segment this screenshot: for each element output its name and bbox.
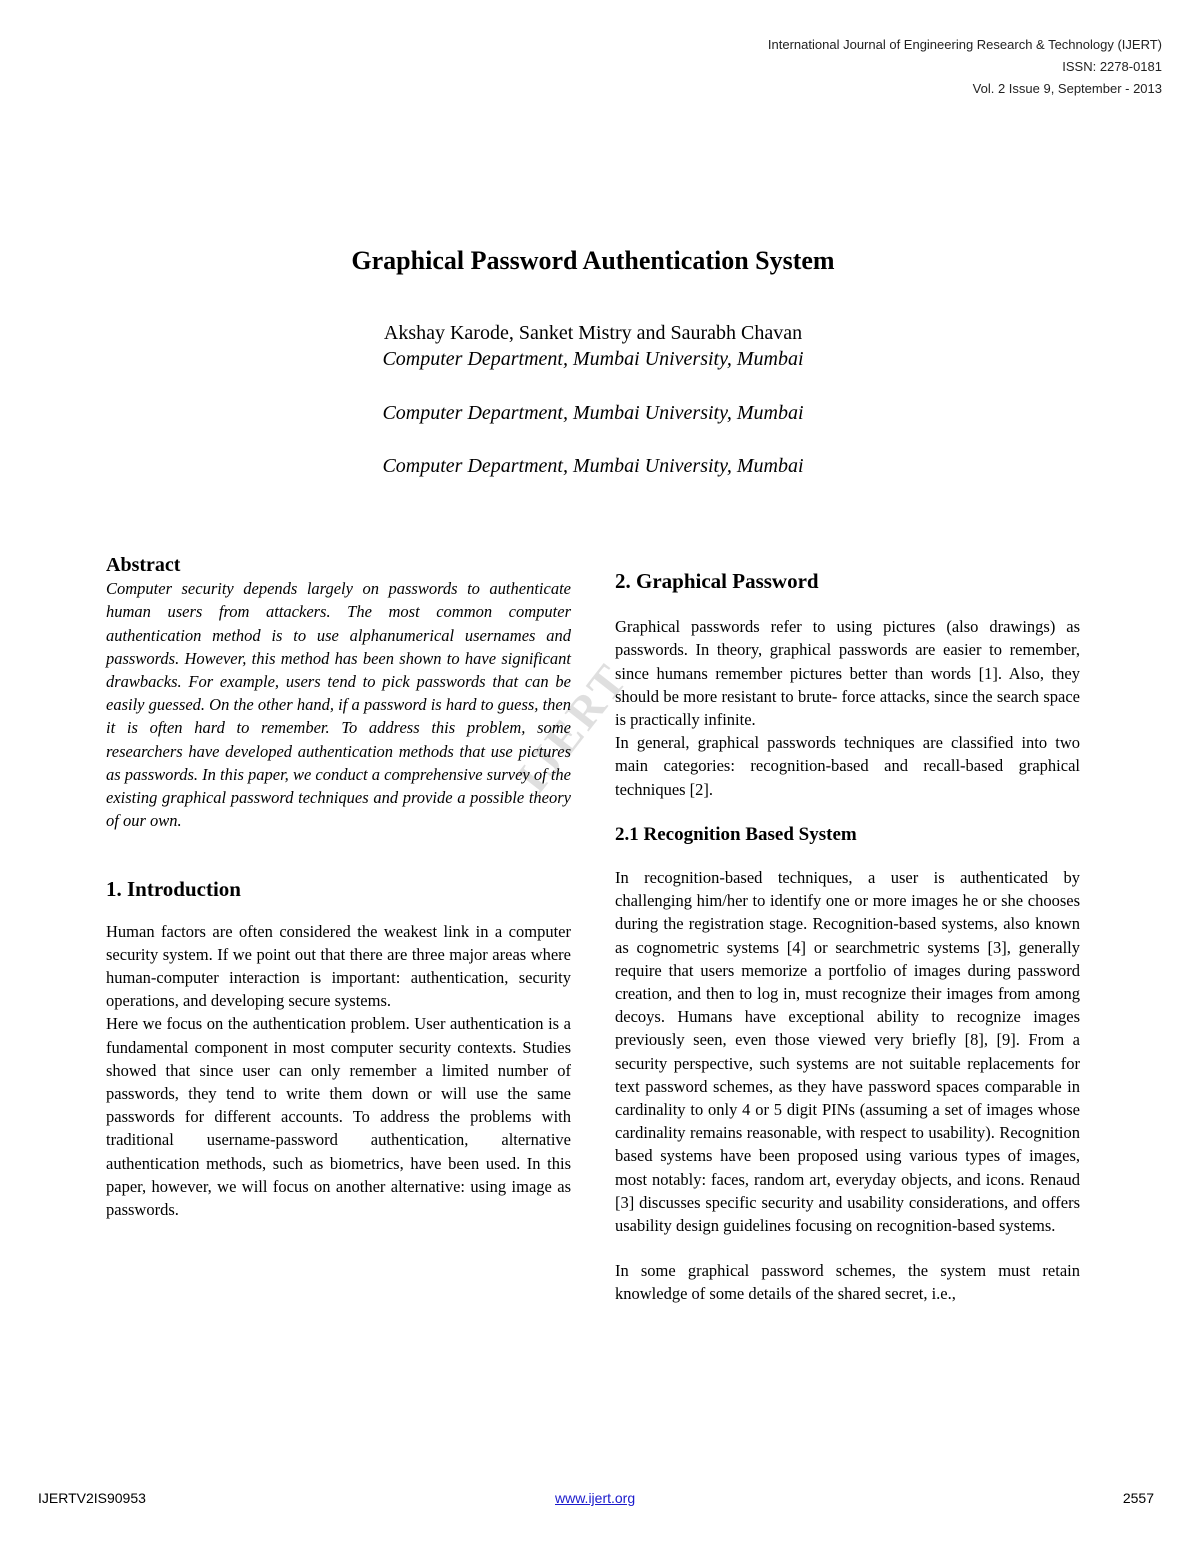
recognition-heading: 2.1 Recognition Based System — [615, 823, 857, 845]
recognition-paragraph-1: In recognition-based techniques, a user is authenticated by challenging him/her to identify one or more images he or she chooses during the registration stage. Recognition-based systems, also known as cognometric systems [4] or searchmetric systems [3], generally require that users memorize a portfolio of images during password creation, and then to log in, must recognize their images from among decoys. Humans have exceptional ability to recognize images previously seen, even those viewed very briefly [8], [9]. From a security perspective, such systems are not suitable replacements for text password schemes, as they have password spaces comparable in cardinality to only 4 or 5 digit PINs (assuming a set of images whose cardinality remains reasonable, with respect to usability). Recognition based systems have been proposed using various types of images, most notably: faces, random art, everyday objects, and icons. Renaud [3] discusses specific security and usability considerations, and offers usability design guidelines focusing on recognition-based systems. — [615, 868, 1080, 1236]
right-column — [615, 570, 1080, 1306]
journal-name: International Journal of Engineering Research & Technology (IJERT) — [767, 37, 1162, 52]
introduction-paragraph-1: Human factors are often considered the weakest link in a computer security system. If we point out that there are three major areas where human-computer interaction is important: authentication, security operations, and developing secure systems. — [106, 921, 571, 1011]
abstract-text: Computer security depends largely on passwords to authenticate human users from attackers. The most common computer authentication method is to use alphanumerical usernames and passwords. However, this method has been shown to have significant drawbacks. For example, users tend to pick passwords that can be easily guessed. On the other hand, if a password is hard to guess, then it is often hard to remember. To address this problem, some researchers have developed authentication methods that use pictures as passwords. In this paper, we conduct a comprehensive survey of the existing graphical password techniques and provide a possible theory of our own. — [106, 579, 571, 831]
graphical-paragraph-2: In general, graphical passwords techniques are classified into two main categories: recognition-based and recall-based graphical techniques [2]. — [615, 733, 1080, 799]
graphical-paragraph-1: Graphical passwords refer to using pictures (also drawings) as passwords. In theory, graphical passwords are easier to remember, since humans remember pictures better than words [1]. Also, they should be more resistant to brute- force attacks, since the search space is practically infinite. — [615, 617, 1080, 730]
issn: ISSN: 2278-0181 — [1062, 59, 1162, 74]
graphical-password-heading: 2. Graphical Password — [615, 569, 819, 593]
page-number: 2557 — [1122, 1490, 1154, 1506]
introduction-heading: 1. Introduction — [106, 877, 241, 902]
introduction-paragraph-2: Here we focus on the authentication problem. User authentication is a fundamental component in most computer security contexts. Studies showed that since user can only remember a limited number of passwords, they tend to write them down or will use the same passwords for different accounts. To address the problems with traditional username-password authentication, alternative authentication methods, such as biometrics, have been used. In this paper, however, we will focus on another alternative: using image as passwords. — [106, 1014, 571, 1220]
website-link[interactable]: www.ijert.org — [555, 1490, 636, 1506]
paper-title: Graphical Password Authentication System — [351, 246, 835, 275]
journal-header — [768, 34, 1162, 100]
affiliation-1: Computer Department, Mumbai University, Mumbai — [382, 348, 804, 370]
authors: Akshay Karode, Sanket Mistry and Saurabh Chavan — [383, 322, 803, 344]
left-column — [106, 554, 571, 1221]
affiliation-2: Computer Department, Mumbai University, Mumbai — [382, 402, 804, 424]
affiliation-3: Computer Department, Mumbai University, Mumbai — [382, 455, 804, 477]
ijert-watermark: IJERT — [505, 653, 638, 803]
paper-id: IJERTV2IS90953 — [38, 1490, 146, 1506]
abstract-heading: Abstract — [106, 554, 181, 576]
recognition-paragraph-2: In some graphical password schemes, the system must retain knowledge of some details of the shared secret, i.e., — [615, 1261, 1080, 1304]
volume-issue: Vol. 2 Issue 9, September - 2013 — [972, 81, 1162, 96]
